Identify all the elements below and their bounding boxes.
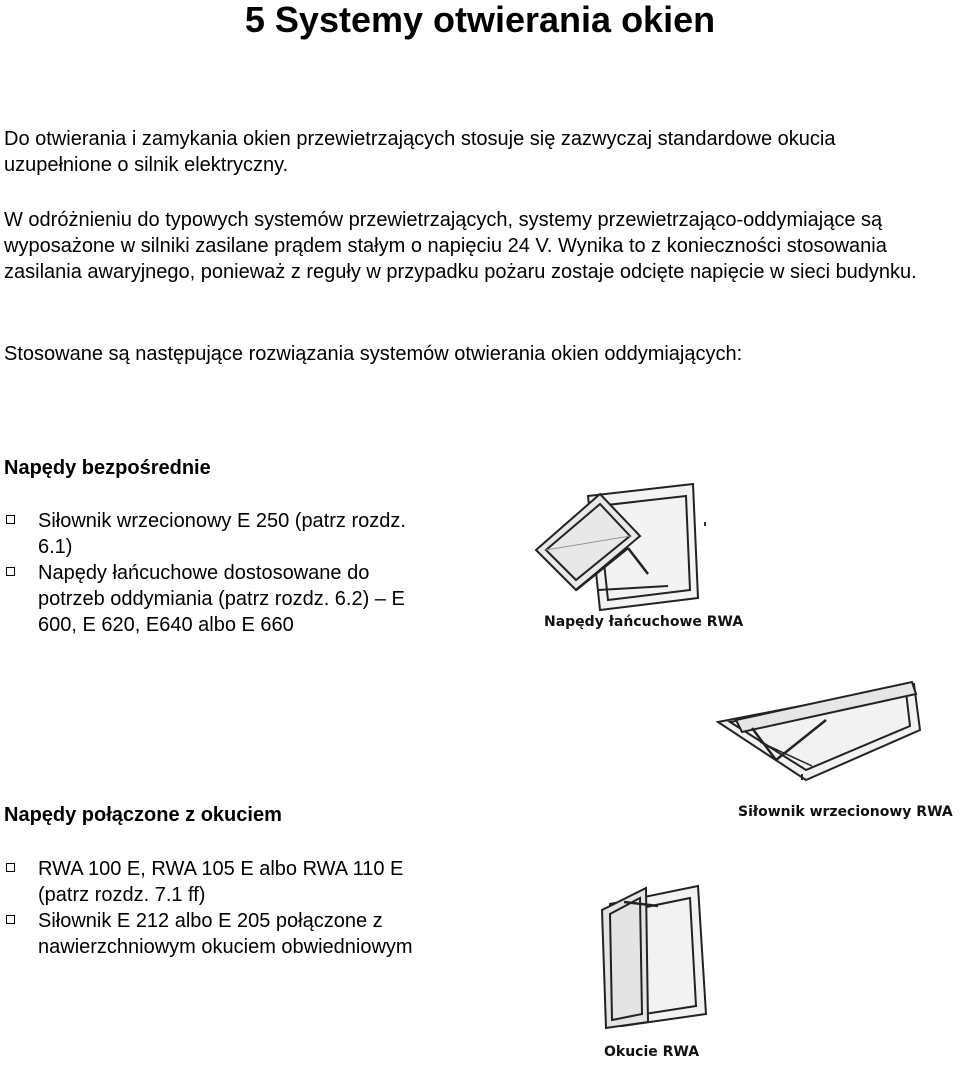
list-item-text: Siłownik wrzecionowy E 250 (patrz rozdz. 6.1) bbox=[38, 510, 406, 558]
spindle-actuator-window-icon bbox=[716, 680, 926, 788]
checkbox-bullet-icon bbox=[6, 567, 15, 576]
window-fitting-figure bbox=[598, 882, 718, 1060]
chain-drive-window-icon bbox=[528, 478, 708, 618]
list-item-text: RWA 100 E, RWA 105 E albo RWA 110 E (patrz rozdz. 7.1 ff) bbox=[38, 858, 404, 906]
window-fitting-icon bbox=[598, 882, 718, 1032]
list-item bbox=[0, 856, 440, 908]
page-title: 5 Systemy otwierania okien bbox=[244, 0, 716, 40]
chain-drive-figure bbox=[528, 478, 744, 630]
spindle-actuator-figure bbox=[716, 680, 953, 820]
checkbox-bullet-icon bbox=[6, 515, 15, 524]
list-item bbox=[0, 560, 440, 638]
section-heading-fitting-drives: Napędy połączone z okuciem bbox=[4, 804, 282, 826]
list-item bbox=[0, 908, 440, 960]
window-fitting-caption: Okucie RWA bbox=[604, 1044, 700, 1060]
section-heading-direct-drives: Napędy bezpośrednie bbox=[4, 457, 211, 479]
intro-paragraph: Do otwierania i zamykania okien przewietrzających stosuje się zazwyczaj standardowe okucia uzupełnione o silnik elektryczny. bbox=[4, 128, 836, 176]
chain-drive-caption: Napędy łańcuchowe RWA bbox=[544, 614, 744, 630]
spindle-actuator-caption: Siłownik wrzecionowy RWA bbox=[738, 804, 953, 820]
direct-drives-list bbox=[0, 508, 440, 638]
list-item-text: Napędy łańcuchowe dostosowane do potrzeb oddymiania (patrz rozdz. 6.2) – E 600, E 620, E640 albo E 660 bbox=[38, 562, 405, 636]
list-item bbox=[0, 508, 440, 560]
checkbox-bullet-icon bbox=[6, 915, 15, 924]
fitting-drives-list bbox=[0, 856, 440, 960]
dc-motors-paragraph: W odróżnieniu do typowych systemów przewietrzających, systemy przewietrzająco-oddymiające są wyposażone w silniki zasilane prądem stałym o napięciu 24 V. Wynika to z konieczności stosowania zasilania awaryjnego, ponieważ z reguły w przypadku pożaru zostaje odcięte napięcie w sieci budynku. bbox=[4, 209, 917, 283]
checkbox-bullet-icon bbox=[6, 863, 15, 872]
solutions-intro-paragraph: Stosowane są następujące rozwiązania systemów otwierania okien oddymiających: bbox=[4, 343, 743, 365]
list-item-text: Siłownik E 212 albo E 205 połączone z nawierzchniowym okuciem obwiedniowym bbox=[38, 910, 413, 958]
